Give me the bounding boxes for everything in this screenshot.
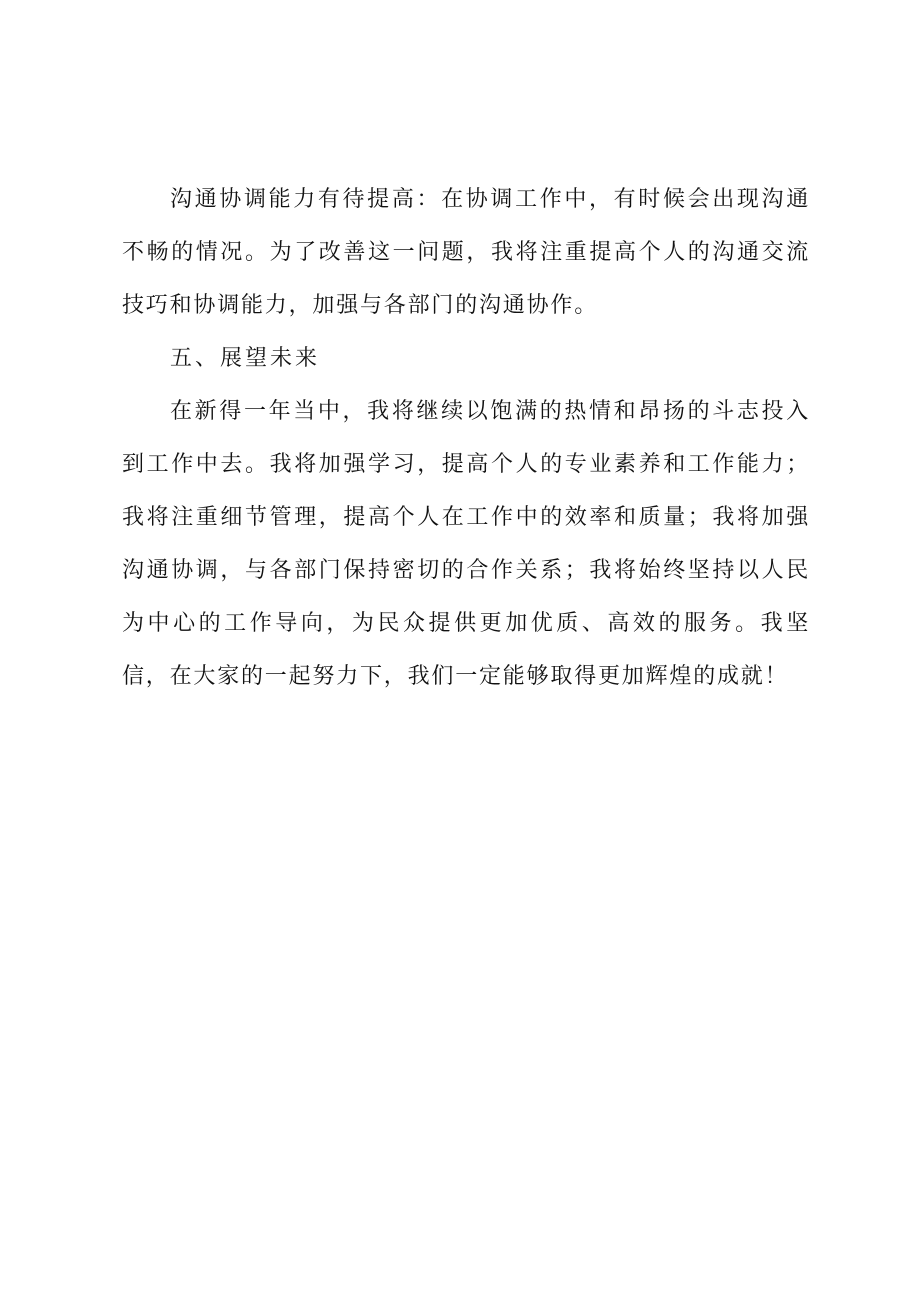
paragraph-communication: 沟通协调能力有待提高：在协调工作中，有时候会出现沟通不畅的情况。为了改善这一问题，我将注重提高个人的沟通交流技巧和协调能力，加强与各部门的沟通协作。: [122, 187, 810, 318]
section-heading-outlook: 五、展望未来: [170, 346, 321, 371]
document-body: [122, 173, 810, 703]
paragraph-outlook: 在新得一年当中，我将继续以饱满的热情和昂扬的斗志投入到工作中去。我将加强学习，提高个人的专业素养和工作能力；我将注重细节管理，提高个人在工作中的效率和质量；我将加强沟通协调，与各部门保持密切的合作关系；我将始终坚持以人民为中心的工作导向，为民众提供更加优质、高效的服务。我坚信，在大家的一起努力下，我们一定能够取得更加辉煌的成就！: [122, 399, 810, 689]
